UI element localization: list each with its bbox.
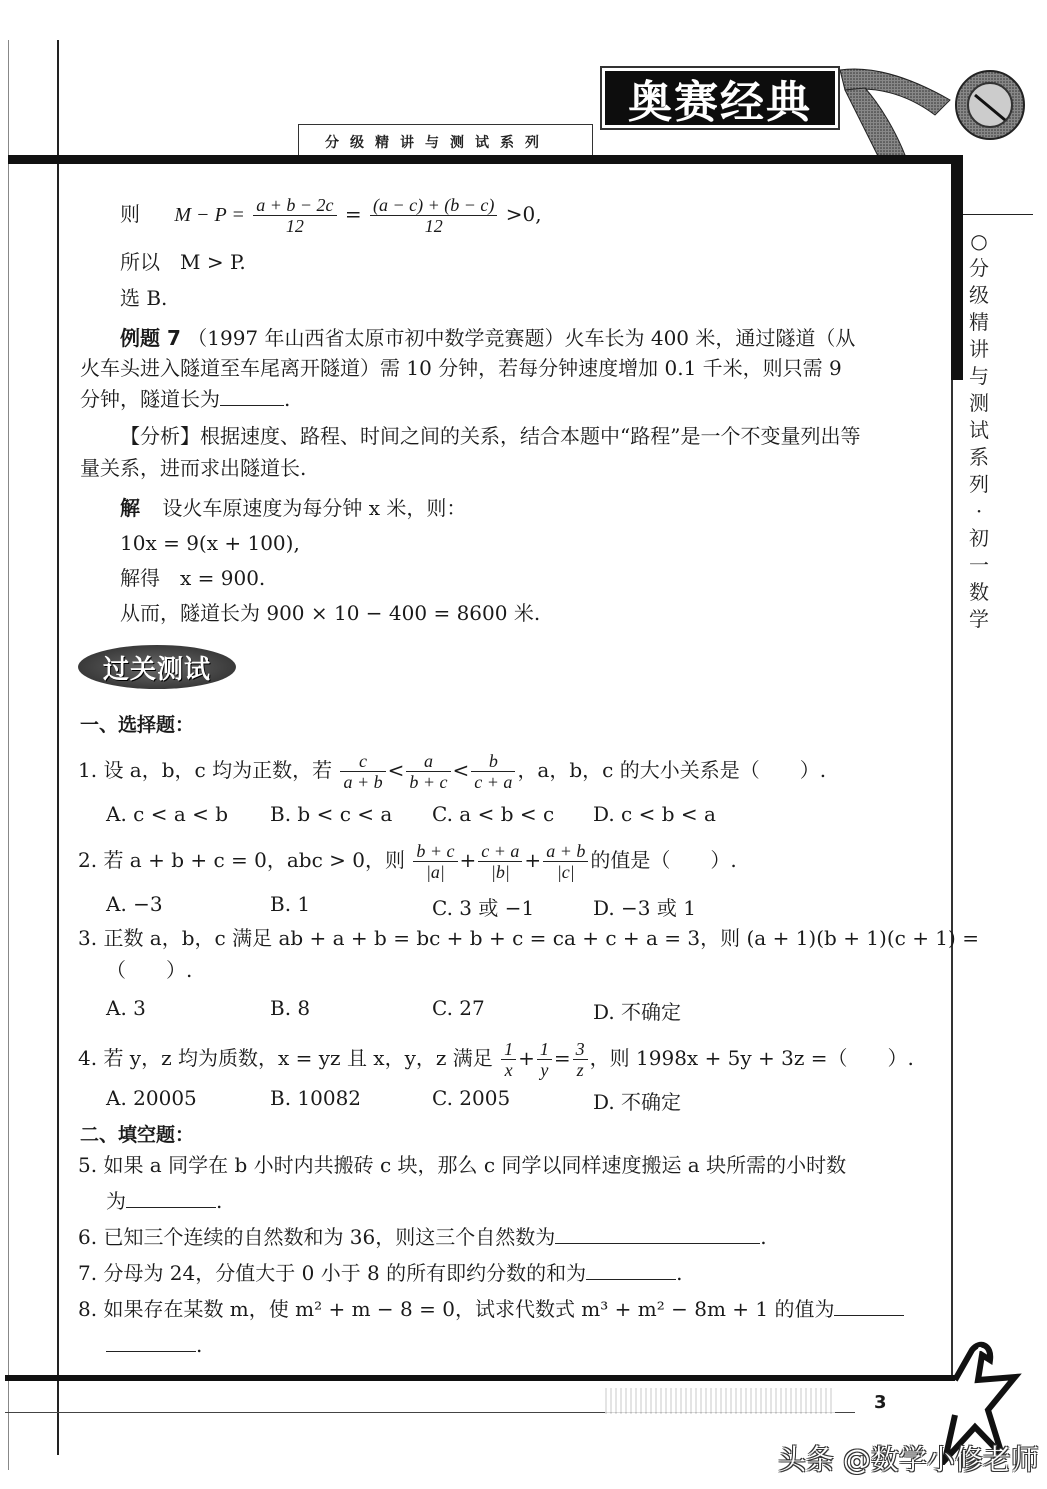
series-label-box — [298, 124, 593, 156]
side-label-char: 试 — [969, 418, 989, 442]
side-series-label — [966, 228, 992, 633]
option-d[interactable]: D. −3 或 1 — [593, 896, 696, 920]
side-label-char: 一 — [969, 553, 989, 577]
logo — [600, 66, 840, 130]
option-c[interactable]: C. 2005 — [432, 1086, 511, 1110]
question-4: 4. 若 y，z 均为质数，x = yz 且 x，y，z 满足 $\frac{1}{x}$ + $\frac{1}{y}$ = $\frac{3}{z}$ ，则 1998x + 5y + 3z =（ ）. — [78, 1039, 914, 1080]
option-b[interactable]: B. b < c < a — [270, 802, 393, 826]
side-label-char: 精 — [969, 310, 989, 334]
top-thick-bar — [8, 155, 963, 164]
solution-line-1: 解 设火车原速度为每分钟 x 米，则： — [120, 496, 467, 520]
question-6: 6. 已知三个连续的自然数和为 36，则这三个自然数为 . — [78, 1225, 767, 1249]
example-line-2: 火车头进入隧道至车尾离开隧道）需 10 分钟，若每分钟速度增加 0.1 千米，则只需 9 — [80, 356, 842, 380]
side-label-char: 测 — [969, 391, 989, 415]
solution-line-2: 10x = 9(x + 100), — [120, 531, 300, 555]
side-divider — [963, 214, 1033, 215]
footer-pattern — [605, 1388, 835, 1414]
side-label-char: 与 — [969, 364, 989, 388]
solution-line-4: 从而，隧道长为 900 × 10 − 400 = 8600 米. — [120, 601, 541, 625]
option-a[interactable]: A. 3 — [106, 996, 146, 1020]
side-label-char: 讲 — [969, 337, 989, 361]
option-a[interactable]: A. c < a < b — [106, 802, 229, 826]
analysis-line-1: 【分析】根据速度、路程、时间之间的关系，结合本题中“路程”是一个不变量列出等 — [120, 424, 861, 448]
answer-blank[interactable] — [220, 389, 284, 406]
fraction: $\frac{(a - c) + (b - c)}{12}$ — [370, 196, 497, 235]
side-label-char: ○ — [970, 229, 988, 253]
watermark: 头条 @数学小修老师 — [778, 1443, 1039, 1476]
section-badge: 过关测试 — [78, 645, 236, 689]
continuation-line-1: 则 M − P = $\frac{a + b - 2c}{12}$ = $\frac{(a - c) + (b - c)}{12}$ >0, — [120, 195, 542, 236]
question-5: 5. 如果 a 同学在 b 小时内共搬砖 c 块，那么 c 同学以同样速度搬运 a 块所需的小时数 — [78, 1153, 847, 1177]
side-label-char: 级 — [969, 283, 989, 307]
series-label: 分级精讲与测试系列 — [325, 135, 550, 151]
side-label-char: 系 — [969, 445, 989, 469]
side-label-char: 数 — [969, 580, 989, 604]
question-5-line-2: 为 . — [106, 1189, 223, 1213]
side-label-char: 分 — [969, 256, 989, 280]
option-a[interactable]: A. 20005 — [106, 1086, 197, 1110]
bottom-thick-bar — [5, 1375, 955, 1381]
answer-blank[interactable] — [555, 1227, 760, 1244]
page-margin-line-outer — [8, 40, 9, 1470]
question-8: 8. 如果存在某数 m，使 m² + m − 8 = 0，试求代数式 m³ + m² − 8m + 1 的值为 — [78, 1299, 904, 1319]
side-label-char: 学 — [969, 607, 989, 631]
question-3: 3. 正数 a，b，c 满足 ab + a + b = bc + b + c = ca + c + a = 3，则 (a + 1)(b + 1)(c + 1) = — [78, 926, 979, 950]
continuation-line-3: 选 B. — [120, 286, 168, 310]
page-number: 3 — [874, 1392, 887, 1413]
part2-title: 二、填空题： — [80, 1124, 195, 1146]
question-7: 7. 分母为 24，分值大于 0 小于 8 的所有即约分数的和为 . — [78, 1261, 683, 1285]
option-b[interactable]: B. 8 — [270, 996, 311, 1020]
answer-blank-continued[interactable] — [106, 1335, 196, 1352]
side-label-char: · — [975, 499, 983, 523]
logo-text: 奥赛经典 — [605, 71, 835, 125]
right-thin-line — [951, 380, 953, 1380]
option-d[interactable]: D. c < b < a — [593, 802, 716, 826]
side-label-char: 列 — [969, 472, 989, 496]
option-a[interactable]: A. −3 — [106, 892, 163, 916]
continuation-line-2: 所以 M > P. — [120, 250, 246, 274]
option-c[interactable]: C. 3 或 −1 — [432, 896, 535, 920]
option-b[interactable]: B. 1 — [270, 892, 311, 916]
analysis-line-2: 量关系，进而求出隧道长. — [80, 456, 307, 480]
medal-icon — [835, 60, 1035, 170]
option-d[interactable]: D. 不确定 — [593, 1090, 682, 1114]
question-2: 2. 若 a + b + c = 0，abc > 0，则 $\frac{b + c}{|a|}$ + $\frac{c + a}{|b|}$ + $\frac{a + b}{|c|}$ 的值是（ ）. — [78, 841, 737, 882]
example-line-3: 分钟，隧道长为 . — [80, 387, 291, 411]
side-label-char: 初 — [969, 526, 989, 550]
answer-blank[interactable] — [586, 1263, 676, 1280]
example-line-1: 例题 7 （1997 年山西省太原市初中数学竞赛题）火车长为 400 米，通过隧道（从 — [120, 326, 856, 350]
answer-blank[interactable] — [834, 1299, 904, 1316]
question-8-line-2: . — [106, 1335, 202, 1355]
question-3-paren: （ ）. — [106, 958, 193, 982]
question-1: 1. 设 a，b，c 均为正数，若 $\frac{c}{a + b}$ < $\frac{a}{b + c}$ < $\frac{b}{c + a}$ ，a，b，c 的大小关系是（ ）. — [78, 751, 827, 792]
answer-blank[interactable] — [126, 1191, 216, 1208]
solution-line-3: 解得 x = 900. — [120, 566, 266, 590]
page-margin-line-inner — [57, 40, 59, 1455]
fraction: $\frac{a + b - 2c}{12}$ — [253, 196, 336, 235]
part1-title: 一、选择题： — [80, 714, 195, 736]
option-d[interactable]: D. 不确定 — [593, 1000, 682, 1024]
option-c[interactable]: C. 27 — [432, 996, 485, 1020]
option-b[interactable]: B. 10082 — [270, 1086, 362, 1110]
right-thick-bar — [951, 155, 963, 380]
option-c[interactable]: C. a < b < c — [432, 802, 555, 826]
